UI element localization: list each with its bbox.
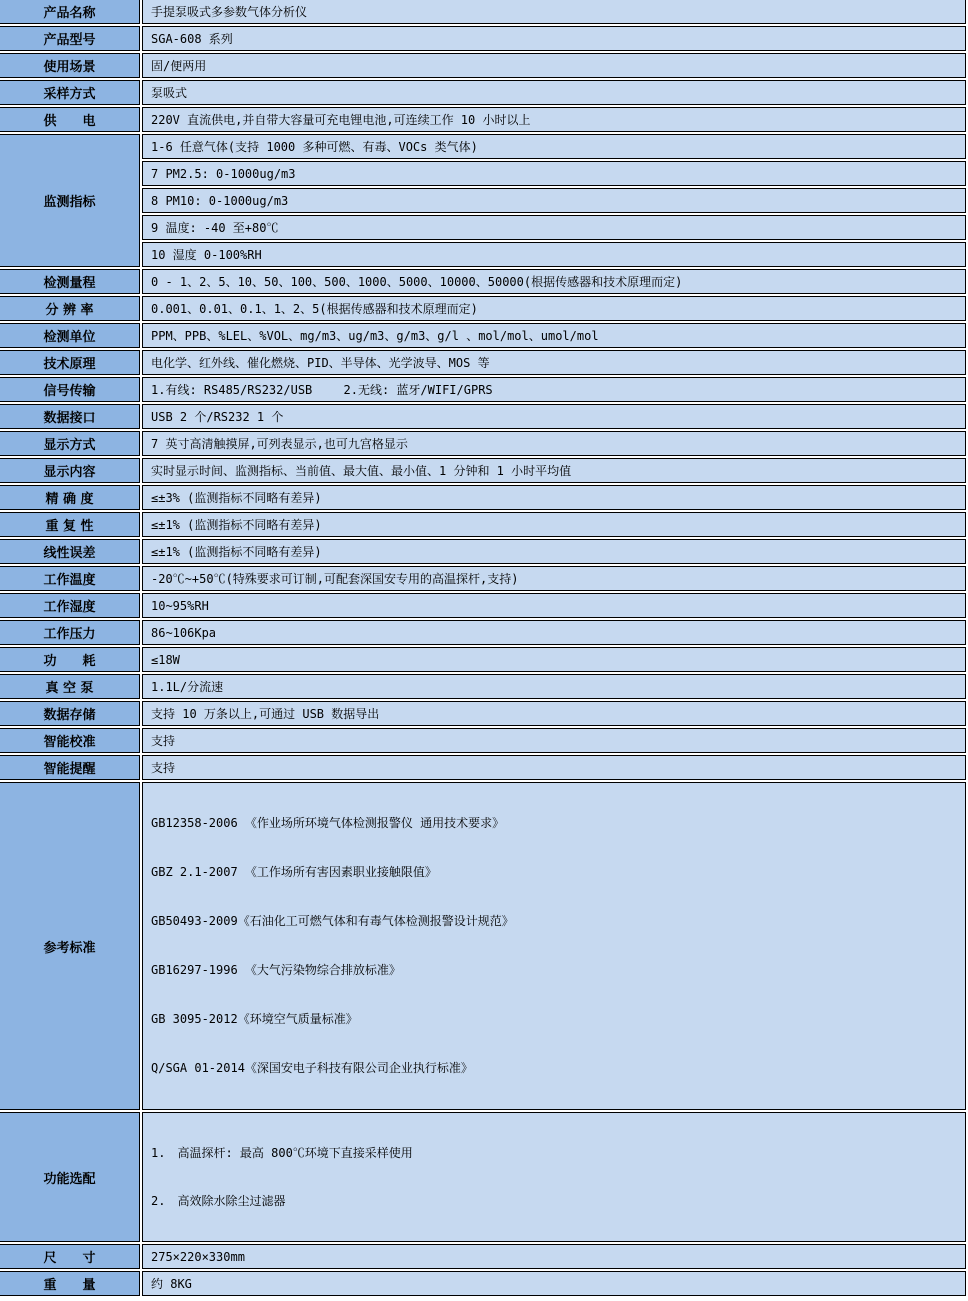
row-label: 真 空 泵 (0, 674, 140, 699)
row-label: 显示方式 (0, 431, 140, 456)
row-value: ≤±1% (监测指标不同略有差异) (142, 512, 966, 537)
row-label: 使用场景 (0, 53, 140, 78)
row-label: 尺 寸 (0, 1244, 140, 1269)
table-row (0, 701, 966, 726)
table-row (0, 728, 966, 753)
row-label: 产品名称 (0, 0, 140, 24)
row-label: 显示内容 (0, 458, 140, 483)
row-value: ≤±1% (监测指标不同略有差异) (142, 539, 966, 564)
table-row (0, 485, 966, 510)
row-value: 支持 (142, 728, 966, 753)
optional-feature-line: 1. 高温探杆: 最高 800℃环境下直接采样使用 (151, 1146, 413, 1160)
standard-line: GB16297-1996 《大气污染物综合排放标准》 (151, 963, 401, 977)
row-label: 技术原理 (0, 350, 140, 375)
table-row (0, 161, 966, 186)
table-row (0, 107, 966, 132)
row-value: 固/便两用 (142, 53, 966, 78)
row-label: 检测量程 (0, 269, 140, 294)
row-label: 重 复 性 (0, 512, 140, 537)
row-value: 1.1L/分流速 (142, 674, 966, 699)
optional-features-list (142, 1112, 966, 1242)
table-row (0, 296, 966, 321)
row-label: 分 辨 率 (0, 296, 140, 321)
table-row (0, 323, 966, 348)
row-value: 7 英寸高清触摸屏,可列表显示,也可九宫格显示 (142, 431, 966, 456)
table-row (0, 215, 966, 240)
table-row (0, 188, 966, 213)
row-label: 智能校准 (0, 728, 140, 753)
table-row (0, 458, 966, 483)
monitoring-item: 10 湿度 0-100%RH (142, 242, 966, 267)
row-label: 数据接口 (0, 404, 140, 429)
standard-line: GB50493-2009《石油化工可燃气体和有毒气体检测报警设计规范》 (151, 914, 514, 928)
row-label: 功 耗 (0, 647, 140, 672)
standard-line: GB12358-2006 《作业场所环境气体检测报警仪 通用技术要求》 (151, 816, 505, 830)
table-row (0, 350, 966, 375)
row-value: 86~106Kpa (142, 620, 966, 645)
row-label-reference-standards: 参考标准 (0, 782, 140, 1110)
optional-feature-line: 2. 高效除水除尘过滤器 (151, 1194, 286, 1208)
table-row (0, 755, 966, 780)
table-row (0, 782, 966, 1110)
table-row (0, 1244, 966, 1269)
table-row (0, 26, 966, 51)
row-value: 实时显示时间、监测指标、当前值、最大值、最小值、1 分钟和 1 小时平均值 (142, 458, 966, 483)
table-row (0, 134, 966, 159)
table-row (0, 80, 966, 105)
row-value: 1.有线: RS485/RS232/USB 2.无线: 蓝牙/WIFI/GPRS (142, 377, 966, 402)
row-label: 采样方式 (0, 80, 140, 105)
row-value: PPM、PPB、%LEL、%VOL、mg/m3、ug/m3、g/m3、g/l 、mol/mol、umol/mol (142, 323, 966, 348)
reference-standards-list (142, 782, 966, 1110)
table-row (0, 377, 966, 402)
standard-line: GB 3095-2012《环境空气质量标准》 (151, 1012, 358, 1026)
table-row (0, 53, 966, 78)
table-row (0, 269, 966, 294)
row-value: SGA-608 系列 (142, 26, 966, 51)
table-row (0, 539, 966, 564)
monitoring-item: 7 PM2.5: 0-1000ug/m3 (142, 161, 966, 186)
row-value: 手提泵吸式多参数气体分析仪 (142, 0, 966, 24)
row-value: USB 2 个/RS232 1 个 (142, 404, 966, 429)
row-label: 工作温度 (0, 566, 140, 591)
table-row (0, 620, 966, 645)
monitoring-item: 1-6 任意气体(支持 1000 多种可燃、有毒、VOCs 类气体) (142, 134, 966, 159)
row-label: 产品型号 (0, 26, 140, 51)
row-value: 220V 直流供电,并自带大容量可充电锂电池,可连续工作 10 小时以上 (142, 107, 966, 132)
standard-line: GBZ 2.1-2007 《工作场所有害因素职业接触限值》 (151, 865, 437, 879)
table-row (0, 593, 966, 618)
row-value: 10~95%RH (142, 593, 966, 618)
standard-line: Q/SGA 01-2014《深国安电子科技有限公司企业执行标准》 (151, 1061, 473, 1075)
row-label: 检测单位 (0, 323, 140, 348)
row-value: 支持 10 万条以上,可通过 USB 数据导出 (142, 701, 966, 726)
row-value: ≤±3% (监测指标不同略有差异) (142, 485, 966, 510)
row-value: -20℃~+50℃(特殊要求可订制,可配套深国安专用的高温探杆,支持) (142, 566, 966, 591)
table-row (0, 674, 966, 699)
row-label-monitoring-indicators: 监测指标 (0, 134, 140, 267)
row-value: 泵吸式 (142, 80, 966, 105)
row-label: 重 量 (0, 1271, 140, 1296)
table-row (0, 242, 966, 267)
row-label-optional-features: 功能选配 (0, 1112, 140, 1242)
table-row (0, 1112, 966, 1242)
table-row (0, 404, 966, 429)
table-row (0, 0, 966, 24)
row-label: 供 电 (0, 107, 140, 132)
row-value: 约 8KG (142, 1271, 966, 1296)
row-value: 0.001、0.01、0.1、1、2、5(根据传感器和技术原理而定) (142, 296, 966, 321)
row-label: 线性误差 (0, 539, 140, 564)
table-row (0, 1271, 966, 1296)
table-row (0, 512, 966, 537)
row-value: 0 - 1、2、5、10、50、100、500、1000、5000、10000、50000(根据传感器和技术原理而定) (142, 269, 966, 294)
row-label: 工作压力 (0, 620, 140, 645)
monitoring-item: 9 温度: -40 至+80℃ (142, 215, 966, 240)
row-value: 275×220×330mm (142, 1244, 966, 1269)
row-label: 工作湿度 (0, 593, 140, 618)
table-row (0, 647, 966, 672)
row-label: 数据存储 (0, 701, 140, 726)
row-label: 精 确 度 (0, 485, 140, 510)
row-label: 智能提醒 (0, 755, 140, 780)
row-value: ≤18W (142, 647, 966, 672)
row-label: 信号传输 (0, 377, 140, 402)
row-value: 支持 (142, 755, 966, 780)
monitoring-item: 8 PM10: 0-1000ug/m3 (142, 188, 966, 213)
table-row (0, 431, 966, 456)
table-row (0, 566, 966, 591)
row-value: 电化学、红外线、催化燃烧、PID、半导体、光学波导、MOS 等 (142, 350, 966, 375)
